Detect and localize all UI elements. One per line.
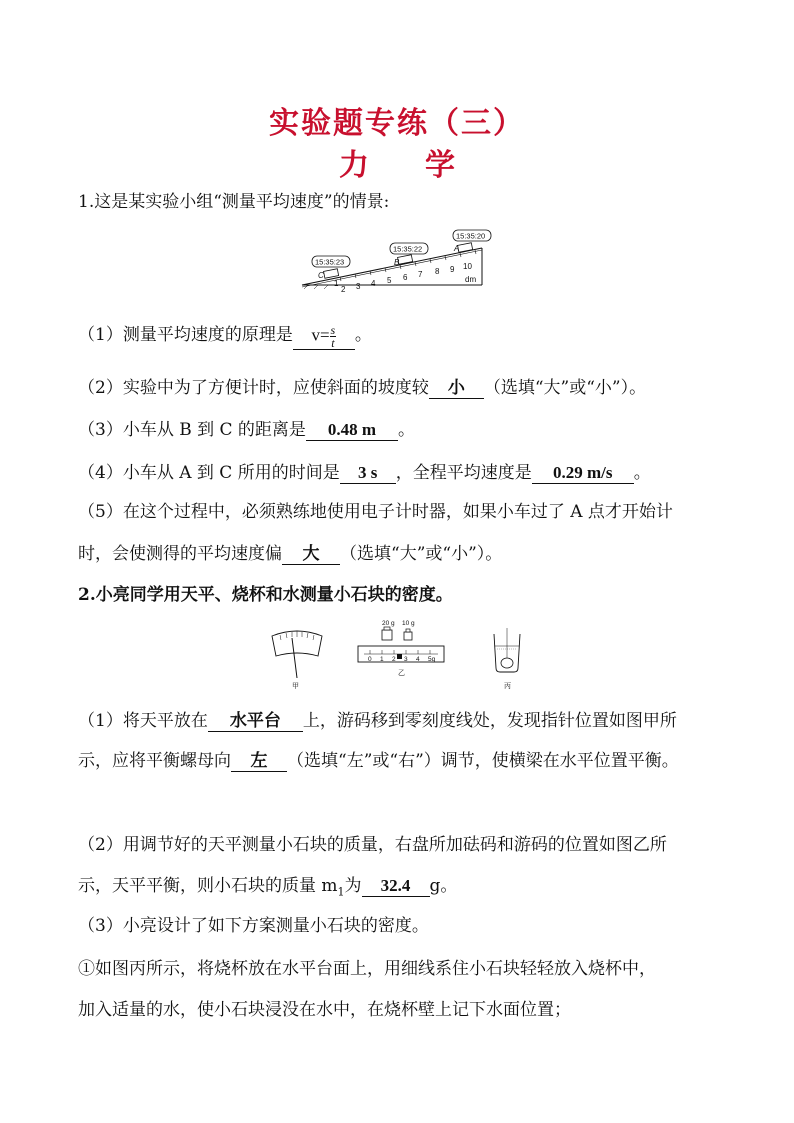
- answer-blank: 0.48 m: [306, 420, 398, 441]
- q2-step-1-line-1: ①如图丙所示，将烧杯放在水平台面上，用细线系住小石块轻轻放入烧杯中，: [78, 959, 656, 979]
- q1-part-3: （3）小车从 B 到 C 的距离是 0.48 m 。: [78, 420, 415, 440]
- q1-part-2: （2）实验中为了方便计时，应使斜面的坡度较 小 （选填“大”或“小”）。: [78, 378, 647, 398]
- scale-label: 2: [392, 656, 396, 663]
- ruler-tick-labels: [334, 262, 476, 294]
- tick-label: 9: [450, 265, 455, 274]
- figure-label-yi: 乙: [398, 670, 405, 677]
- subtitle-char-1: 力: [339, 148, 369, 183]
- q1-part-1: （1）测量平均速度的原理是 v= $\frac{s}{t}$ 。: [78, 322, 372, 350]
- answer-blank: 左: [231, 751, 287, 772]
- answer-blank: v= $\frac{s}{t}$: [293, 324, 355, 350]
- tick-label: 10: [463, 262, 472, 271]
- q2-step-1-line-2: 加入适量的水，使小石块浸没在水中，在烧杯壁上记下水面位置；: [78, 1000, 571, 1020]
- answer-blank: 水平台: [208, 711, 303, 732]
- answer-blank: 大: [282, 544, 340, 565]
- answer-blank: 32.4: [362, 876, 430, 897]
- q2-part-2-line-1: （2）用调节好的天平测量小石块的质量，右盘所加砝码和游码的位置如图乙所: [78, 835, 667, 855]
- tick-label: 8: [435, 267, 440, 276]
- answer-blank: 0.29 m/s: [532, 463, 634, 484]
- tick-label: 4: [371, 279, 376, 288]
- weight-20g: 20 g: [382, 620, 395, 627]
- q1-part-5-line-2: 时，会使测得的平均速度偏 大 （选填“大”或“小”）。: [78, 544, 503, 564]
- point-label-c: C: [318, 271, 324, 280]
- incline-figure: [298, 226, 508, 294]
- page-title: 实验题专练（三）: [269, 106, 525, 141]
- q2-part-2-line-2: 示，天平平衡，则小石块的质量 $m_1$为 32.4 g。: [78, 876, 458, 899]
- point-label-b: B: [394, 258, 400, 267]
- figure-label-jia: 甲: [292, 683, 299, 690]
- answer-blank: 小: [429, 378, 484, 399]
- clock-a: 15:35:20: [456, 231, 486, 241]
- q2-part-1-line-2: 示，应将平衡螺母向 左 （选填“左”或“右”）调节，使横梁在水平位置平衡。: [78, 751, 679, 771]
- tick-label: 1: [334, 279, 339, 288]
- point-label-a: A: [454, 244, 460, 253]
- subtitle-char-2: 学: [425, 148, 455, 183]
- q2-part-3: （3）小亮设计了如下方案测量小石块的密度。: [78, 916, 429, 936]
- ruler-unit: dm: [465, 275, 477, 284]
- q1-stem: 1.这是某实验小组“测量平均速度”的情景:: [78, 192, 390, 212]
- scale-label: 3: [404, 656, 408, 663]
- weight-10g: 10 g: [402, 620, 415, 627]
- figure-label-bing: 丙: [504, 683, 511, 690]
- q1-part-5-line-1: （5）在这个过程中，必须熟练地使用电子计时器，如果小车过了 A 点才开始计: [78, 502, 673, 522]
- tick-label: 2: [341, 285, 346, 294]
- balance-figure: [262, 618, 532, 693]
- scale-label: 5g: [428, 656, 436, 663]
- tick-label: 3: [356, 282, 361, 291]
- q2-stem: 2.小亮同学用天平、烧杯和水测量小石块的密度。: [78, 585, 453, 605]
- scale-label: 1: [380, 656, 384, 663]
- scale-label: 0: [368, 656, 372, 663]
- tick-label: 6: [403, 273, 408, 282]
- q2-part-1-line-1: （1）将天平放在 水平台 上，游码移到零刻度线处，发现指针位置如图甲所: [78, 711, 677, 731]
- fraction-formula: $\frac{s}{t}$: [330, 322, 336, 350]
- clock-c: 15:35:23: [315, 257, 345, 267]
- tick-label: 5: [387, 276, 392, 285]
- scale-label: 4: [416, 656, 420, 663]
- answer-blank: 3 s: [340, 463, 396, 484]
- tick-label: 7: [418, 270, 423, 279]
- clock-b: 15:35:22: [393, 244, 423, 254]
- q1-part-4: （4）小车从 A 到 C 所用的时间是 3 s ，全程平均速度是 0.29 m/s 。: [78, 463, 651, 483]
- page-subtitle: [0, 140, 794, 184]
